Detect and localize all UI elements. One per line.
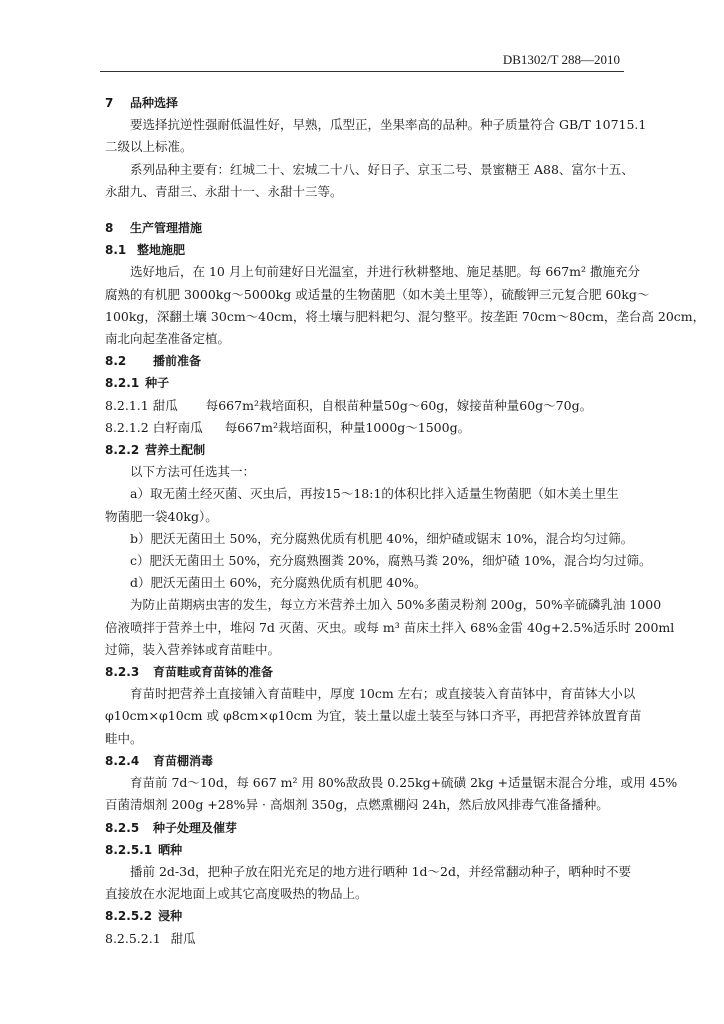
document-body (105, 92, 706, 950)
section-8-2-3-heading: 8.2.3 育苗畦或育苗钵的准备 (105, 665, 274, 680)
paragraph: 育苗前 7d～10d，每 667 m² 用 80%敌敌畏 0.25kg+硫磺 2kg +适量锯末混合分堆，或用 45% (130, 775, 678, 791)
clause-8-2-1-1: 8.2.1.1 甜瓜 每667m²栽培面积，自根苗种量50g～60g，嫁接苗种量60g～70g。 (105, 397, 593, 413)
list-item: b）肥沃无菌田土 50%，充分腐熟优质有机肥 40%，细炉碴或锯末 10%，混合均匀过筛。 (130, 530, 634, 546)
paragraph: 南北向起垄准备定植。 (105, 331, 231, 347)
paragraph: 过筛，装入营养钵或育苗畦中。 (105, 641, 281, 657)
paragraph: 要选择抗逆性强耐低温性好，早熟，瓜型正，坐果率高的品种。种子质量符合 GB/T 10715.1 (130, 117, 647, 133)
section-8-heading: 8 生产管理措施 (105, 221, 203, 236)
list-item: 物菌肥一袋40kg）。 (105, 508, 218, 524)
section-8-2-5-heading: 8.2.5 种子处理及催芽 (105, 820, 238, 835)
paragraph: 选好地后，在 10 月上旬前建好日光温室，并进行秋耕整地、施足基肥。每 667m² 撒施充分 (130, 264, 641, 280)
paragraph: 二级以上标准。 (105, 139, 193, 155)
paragraph: 为防止苗期病虫害的发生，每立方米营养土加入 50%多菌灵粉剂 200g，50%辛硫磷乳油 1000 (130, 597, 662, 613)
paragraph: 腐熟的有机肥 3000kg～5000kg 或适量的生物菌肥（如木美土里等），硫酸钾三元复合肥 60kg～ (105, 286, 650, 302)
paragraph: 倍液喷拌于营养土中，堆闷 7d 灭菌、灭虫。或每 m³ 苗床土拌入 68%金雷 40g+2.5%适乐时 200ml (105, 619, 675, 635)
list-item: a）取无菌土经灭菌、灭虫后，再按15～18:1的体积比拌入适量生物菌肥（如木美土里生 (130, 486, 619, 502)
paragraph: 育苗时把营养土直接铺入育苗畦中，厚度 10cm 左右；或直接装入育苗钵中，育苗钵大小以 (130, 686, 636, 702)
section-7-heading: 7 品种选择 (105, 96, 179, 110)
paragraph: 以下方法可任选其一： (130, 464, 256, 480)
paragraph: 系列品种主要有：红城二十、宏城二十八、好日子、京玉二号、景蜜糖王 A88、富尔十五、 (130, 161, 634, 177)
clause-8-2-5-2-1: 8.2.5.2.1 甜瓜 (105, 930, 196, 946)
paragraph: 播前 2d-3d，把种子放在阳光充足的地方进行晒种 1d～2d，并经常翻动种子，晒种时不要 (130, 863, 631, 879)
header-rule (100, 71, 624, 72)
section-8-2-1-heading: 8.2.1 种子 (105, 376, 170, 391)
list-item: c）肥沃无菌田土 50%，充分腐熟圈粪 20%，腐熟马粪 20%，细炉碴 10%，混合均匀过筛。 (130, 553, 652, 569)
section-8-1-heading: 8.1 整地施肥 (105, 243, 186, 258)
paragraph: 100kg，深翻土壤 30cm～40cm，将土壤与肥料耙匀、混匀整平。按垄距 70cm～80cm，垄台高 20cm， (105, 308, 706, 324)
paragraph: 畦中。 (105, 730, 143, 746)
section-8-2-5-2-heading: 8.2.5.2 浸种 (105, 909, 183, 924)
section-8-2-heading: 8.2 播前准备 (105, 354, 202, 369)
paragraph: 永甜九、青甜三、永甜十一、永甜十三等。 (105, 183, 343, 199)
section-8-2-4-heading: 8.2.4 育苗棚消毒 (105, 753, 214, 768)
section-8-2-5-1-heading: 8.2.5.1 晒种 (105, 842, 183, 857)
list-item: d）肥沃无菌田土 60%，充分腐熟优质有机肥 40%。 (130, 575, 427, 591)
paragraph: 百菌清烟剂 200g +28%异 · 高烟剂 350g，点燃熏棚闷 24h，然后放风排毒气准备播种。 (105, 797, 609, 813)
paragraph: 直接放在水泥地面上或其它高度吸热的物品上。 (105, 886, 368, 902)
section-8-2-2-heading: 8.2.2 营养土配制 (105, 443, 206, 458)
doc-number: DB1302/T 288—2010 (502, 52, 620, 67)
paragraph: φ10cm×φ10cm 或 φ8cm×φ10cm 为宜，装土量以虚土装至与钵口齐平，再把营养钵放置育苗 (105, 708, 642, 724)
clause-8-2-1-2: 8.2.1.2 白籽南瓜 每667m²栽培面积，种量1000g～1500g。 (105, 419, 471, 435)
